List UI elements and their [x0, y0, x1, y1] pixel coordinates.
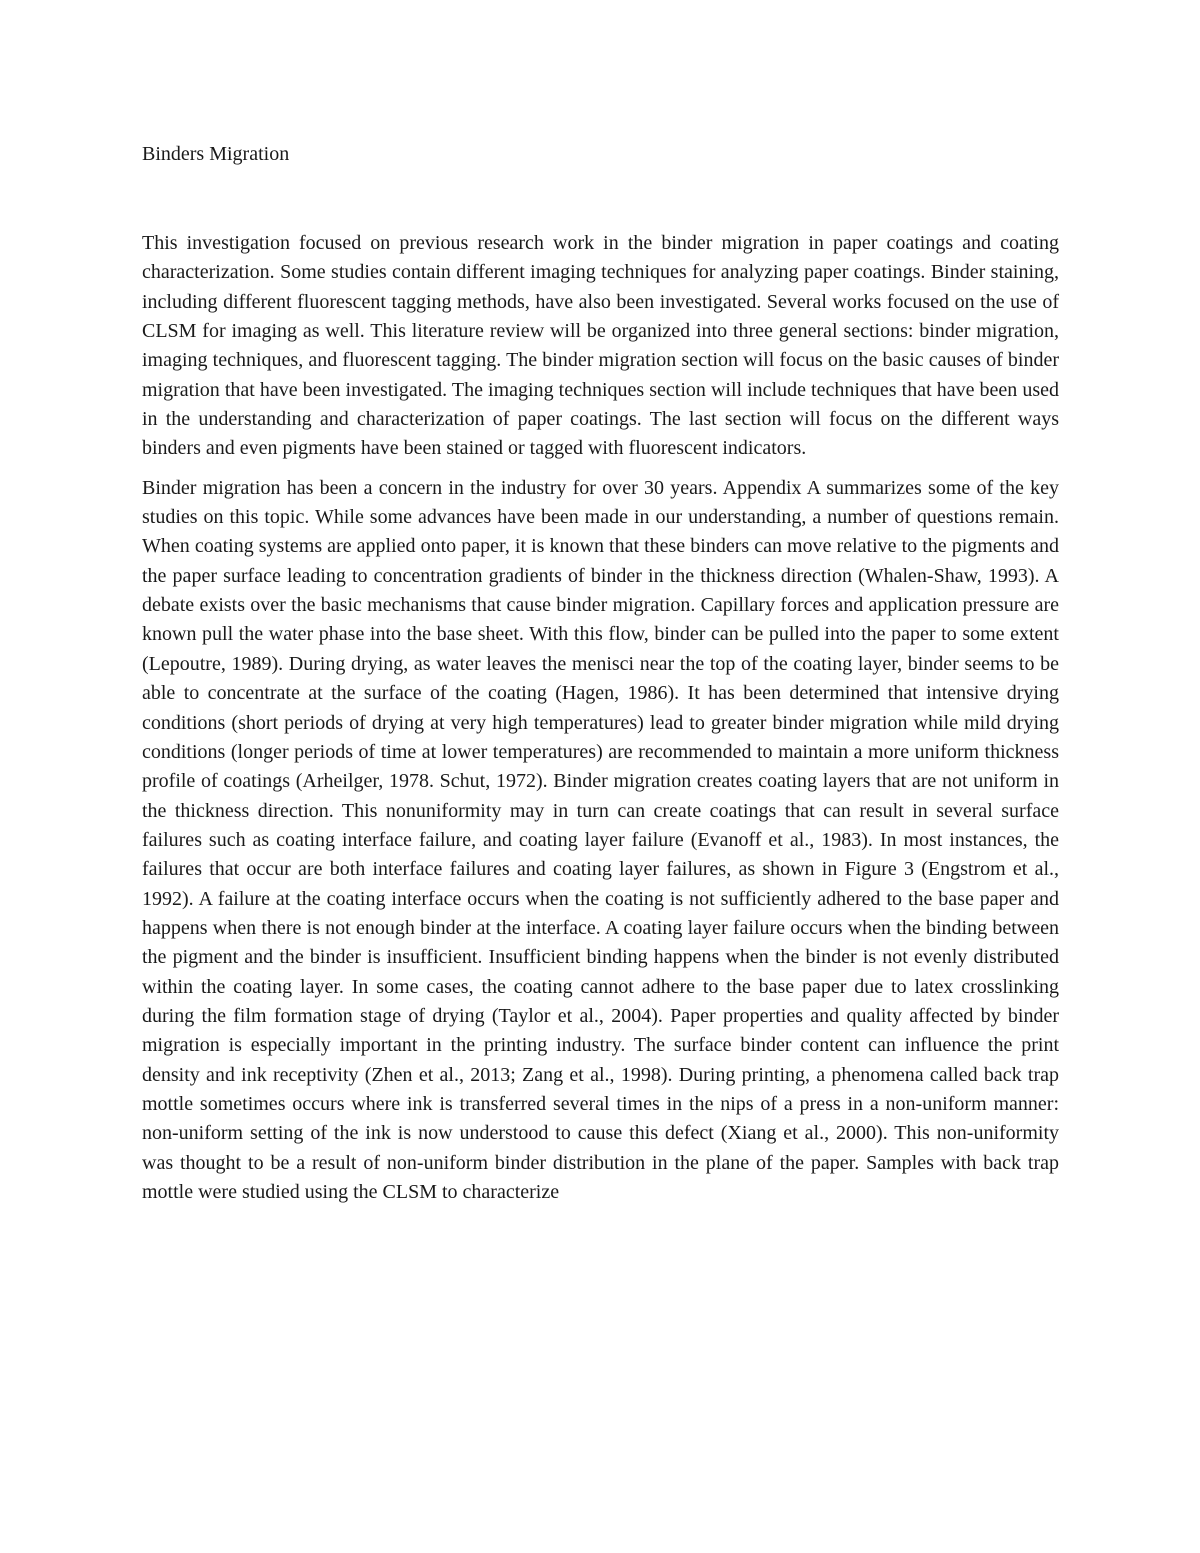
paragraph-binder-migration: Binder migration has been a concern in the industry for over 30 years. Appendix A summarizes some of the key studies on this topic. While some advances have been made in our understanding, a number of questions remain. When coating systems are applied onto paper, it is known that these binders can move relative to the pigments and the paper surface leading to concentration gradients of binder in the thickness direction (Whalen-Shaw, 1993). A debate exists over the basic mechanisms that cause binder migration. Capillary forces and application pressure are known pull the water phase into the base sheet. With this flow, binder can be pulled into the paper to some extent (Lepoutre, 1989). During drying, as water leaves the menisci near the top of the coating layer, binder seems to be able to concentrate at the surface of the coating (Hagen, 1986). It has been determined that intensive drying conditions (short periods of drying at very high temperatures) lead to greater binder migration while mild drying conditions (longer periods of time at lower temperatures) are recommended to maintain a more uniform thickness profile of coatings (Arheilger, 1978. Schut, 1972). Binder migration creates coating layers that are not uniform in the thickness direction. This nonuniformity may in turn can create coatings that can result in several surface failures such as coating interface failure, and coating layer failure (Evanoff et al., 1983). In most instances, the failures that occur are both interface failures and coating layer failures, as shown in Figure 3 (Engstrom et al., 1992). A failure at the coating interface occurs when the coating is not sufficiently adhered to the base paper and happens when there is not enough binder at the interface. A coating layer failure occurs when the binding between the pigment and the binder is insufficient. Insufficient binding happens when the binder is not evenly distributed within the coating layer. In some cases, the coating cannot adhere to the base paper due to latex crosslinking during the film formation stage of drying (Taylor et al., 2004). Paper properties and quality affected by binder migration is especially important in the printing industry. The surface binder content can influence the print density and ink receptivity (Zhen et al., 2013; Zang et al., 1998). During printing, a phenomena called back trap mottle sometimes occurs where ink is transferred several times in the nips of a press in a non-uniform manner: non-uniform setting of the ink is now understood to cause this defect (Xiang et al., 2000). This non-uniformity was thought to be a result of non-uniform binder distribution in the plane of the paper. Samples with back trap mottle were studied using the CLSM to characterize [142, 476, 1059, 1203]
document-body [142, 229, 1059, 1217]
document-title: Binders Migration [142, 143, 290, 165]
paragraph-introduction: This investigation focused on previous research work in the binder migration in paper coatings and coating characterization. Some studies contain different imaging techniques for analyzing paper coatings. Binder staining, including different fluorescent tagging methods, have also been investigated. Several works focused on the use of CLSM for imaging as well. This literature review will be organized into three general sections: binder migration, imaging techniques, and fluorescent tagging. The binder migration section will focus on the basic causes of binder migration that have been investigated. The imaging techniques section will include techniques that have been used in the understanding and characterization of paper coatings. The last section will focus on the different ways binders and even pigments have been stained or tagged with fluorescent indicators. [142, 232, 1059, 460]
